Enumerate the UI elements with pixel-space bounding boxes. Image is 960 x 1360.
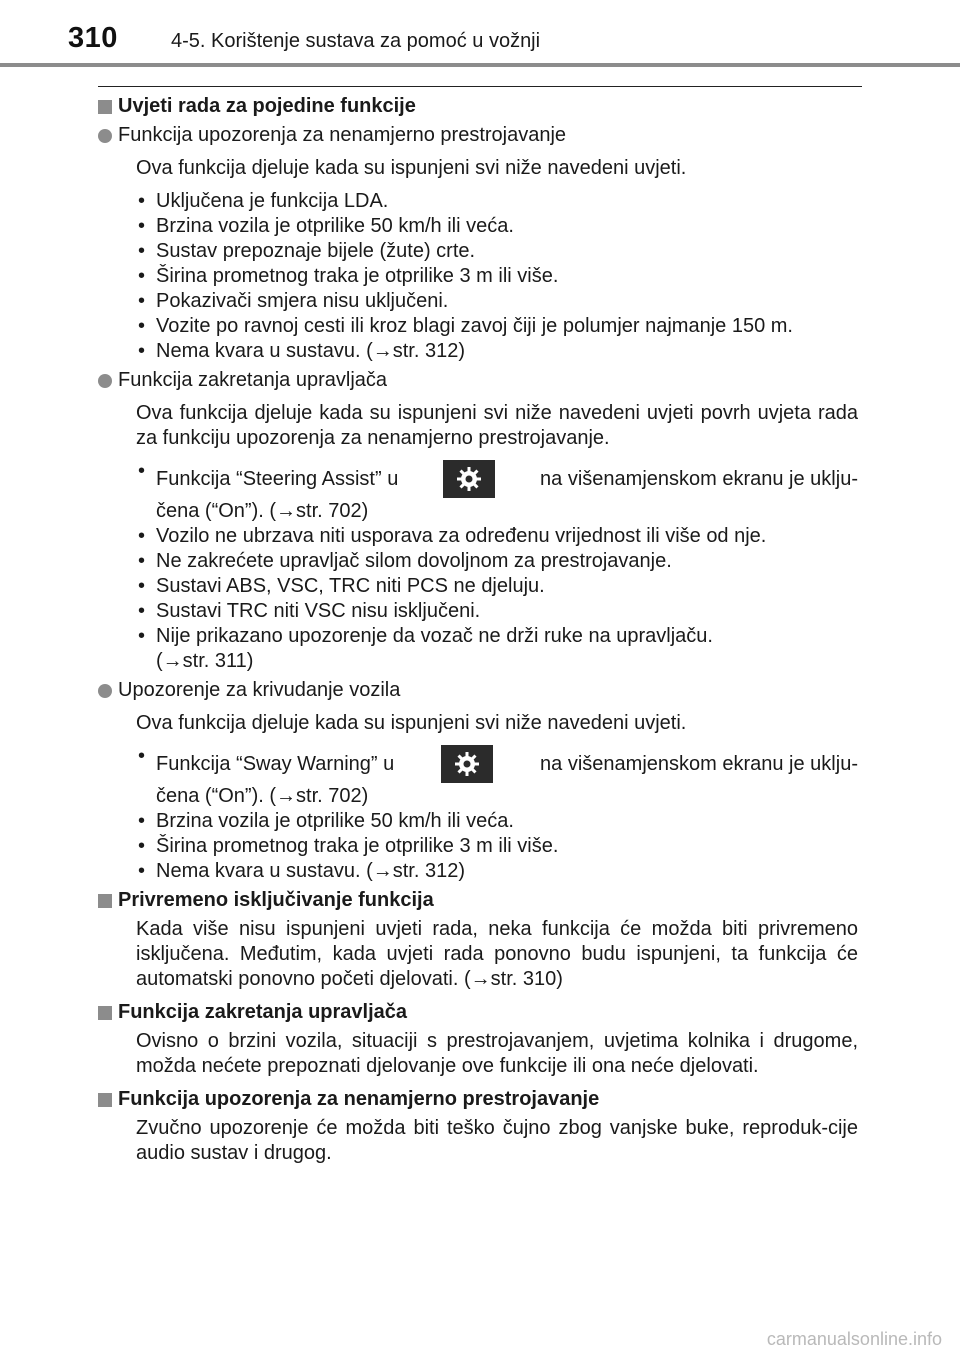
subsection-title: Funkcija zakretanja upravljača <box>118 369 388 391</box>
list-item <box>136 744 858 809</box>
list-item: • Širina prometnog traka je otprilike 3 m ili više. <box>136 834 858 859</box>
list-item: • Pokazivači smjera nisu uključeni. <box>136 289 858 314</box>
square-bullet-icon <box>98 1006 112 1020</box>
list-item-text: Nije prikazano upozorenje da vozač ne drži ruke na upravljaču. <box>156 625 713 647</box>
subsection-heading <box>98 123 858 148</box>
paragraph: Ova funkcija djeluje kada su ispunjeni svi niže navedeni uvjeti povrh uvjeta rada za funkciju upozorenja za nenamjerno prestrojavanje. <box>136 402 858 449</box>
list-item-continuation: (→str. 311) <box>156 650 254 672</box>
subsection-heading <box>98 368 858 393</box>
list-item-text: na višenamjenskom ekranu je uklju- <box>540 752 858 775</box>
bullet-list <box>98 459 858 674</box>
section-heading <box>98 1000 858 1025</box>
list-item: • Sustavi TRC niti VSC nisu isključeni. <box>136 599 858 624</box>
list-item <box>136 624 858 674</box>
section-heading <box>98 1087 858 1112</box>
paragraph: Ova funkcija djeluje kada su ispunjeni svi niže navedeni uvjeti. <box>136 157 687 179</box>
list-item-text: • Funkcija “Sway Warning” u <box>156 752 395 775</box>
circle-bullet-icon <box>98 684 112 698</box>
paragraph: Ovisno o brzini vozila, situaciji s prestrojavanjem, uvjetima kolnika i drugome, možda nećete prepoznati djelovanje ove funkcije ili ona neće djelovati. <box>136 1030 858 1077</box>
section-title: Funkcija upozorenja za nenamjerno prestrojavanje <box>118 1088 600 1110</box>
list-item-text: na višenamjenskom ekranu je uklju- <box>540 467 858 490</box>
paragraph: Kada više nisu ispunjeni uvjeti rada, neka funkcija će možda biti privremeno isključena. Međutim, kada uvjeti rada ponovno budu ispunjeni, ta funkcija će automatski ponovno početi djelovati. (→str. 310) <box>136 918 858 990</box>
list-item: • Brzina vozila je otprilike 50 km/h ili veća. <box>136 809 858 834</box>
chapter-title: 4-5. Korištenje sustava za pomoć u vožnji <box>171 30 541 52</box>
circle-bullet-icon <box>98 374 112 388</box>
section-title: Funkcija zakretanja upravljača <box>118 1001 408 1023</box>
watermark: carmanualsonline.info <box>766 1329 942 1349</box>
list-item: • Širina prometnog traka je otprilike 3 m ili više. <box>136 264 858 289</box>
subsection-title: Upozorenje za krivudanje vozila <box>118 679 401 701</box>
list-item-continuation: čena (“On”). (→str. 702) <box>156 500 369 522</box>
square-bullet-icon <box>98 100 112 114</box>
page-header <box>0 0 960 64</box>
list-item: • Nema kvara u sustavu. (→str. 312) <box>136 859 858 884</box>
subsection-title: Funkcija upozorenja za nenamjerno prestrojavanje <box>118 124 567 146</box>
paragraph: Ova funkcija djeluje kada su ispunjeni svi niže navedeni uvjeti. <box>136 712 687 734</box>
page-number: 310 <box>68 22 118 54</box>
page-content <box>98 94 858 1174</box>
list-item: • Vozilo ne ubrzava niti usporava za određenu vrijednost ili više od nje. <box>136 524 858 549</box>
gear-icon <box>443 460 495 498</box>
top-rule <box>98 86 862 87</box>
list-item <box>136 459 858 524</box>
list-item-continuation: čena (“On”). (→str. 702) <box>156 785 369 807</box>
section-title: Uvjeti rada za pojedine funkcije <box>118 95 416 117</box>
list-item: • Nema kvara u sustavu. (→str. 312) <box>136 339 858 364</box>
section-title: Privremeno isključivanje funkcija <box>118 889 434 911</box>
subsection-heading <box>98 678 858 703</box>
list-item: • Sustavi ABS, VSC, TRC niti PCS ne djeluju. <box>136 574 858 599</box>
square-bullet-icon <box>98 894 112 908</box>
list-item: • Uključena je funkcija LDA. <box>136 189 858 214</box>
section-heading <box>98 94 858 119</box>
section-heading <box>98 888 858 913</box>
list-item: • Sustav prepoznaje bijele (žute) crte. <box>136 239 858 264</box>
list-item: • Ne zakrećete upravljač silom dovoljnom za prestrojavanje. <box>136 549 858 574</box>
list-item-text: • Funkcija “Steering Assist” u <box>156 467 399 490</box>
gear-icon <box>441 745 493 783</box>
list-item: • Brzina vozila je otprilike 50 km/h ili veća. <box>136 214 858 239</box>
square-bullet-icon <box>98 1093 112 1107</box>
list-item: • Vozite po ravnoj cesti ili kroz blagi zavoj čiji je polumjer najmanje 150 m. <box>136 314 858 339</box>
header-rule <box>0 63 960 67</box>
paragraph: Zvučno upozorenje će možda biti teško čujno zbog vanjske buke, reproduk-cije audio sustav i drugog. <box>136 1117 858 1164</box>
circle-bullet-icon <box>98 129 112 143</box>
bullet-list <box>98 744 858 884</box>
bullet-list <box>98 189 858 364</box>
